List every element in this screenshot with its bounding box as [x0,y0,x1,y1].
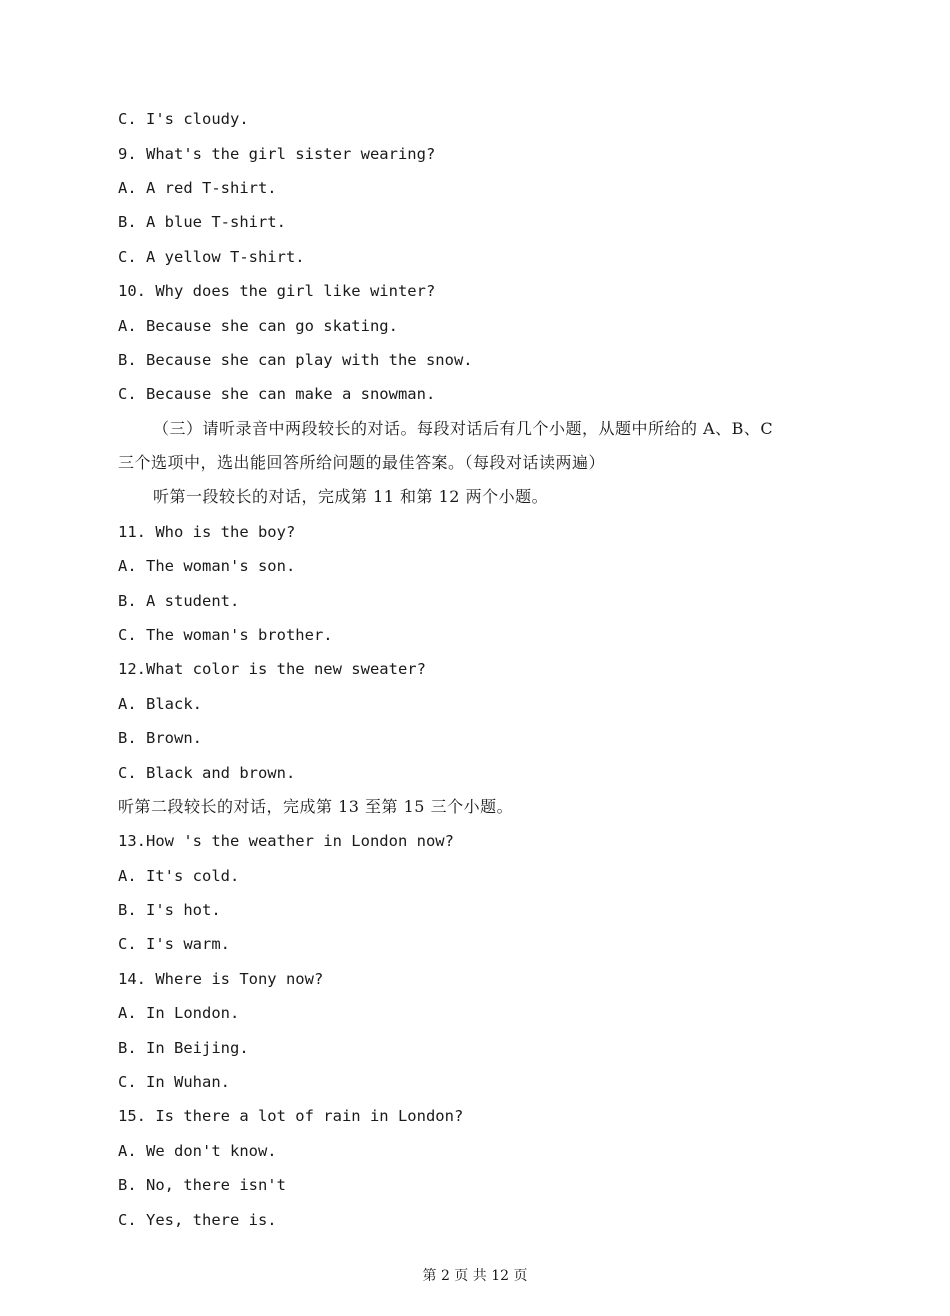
question-14: 14. Where is Tony now? [118,970,324,988]
option-11b: B. A student. [118,592,240,610]
option-10a: A. Because she can go skating. [118,317,398,335]
option-13a: A. It's cold. [118,867,240,885]
option-9b: B. A blue T-shirt. [118,213,286,231]
dialogue-2-instruction: 听第二段较长的对话，完成第 13 至第 15 三个小题。 [118,797,514,816]
page-footer: 第 2 页 共 12 页 [422,1268,528,1284]
option-12c: C. Black and brown. [118,764,296,782]
question-15: 15. Is there a lot of rain in London? [118,1107,464,1125]
option-14a: A. In London. [118,1004,240,1022]
option-10b: B. Because she can play with the snow. [118,351,473,369]
option-15b: B. No, there isn't [118,1176,286,1194]
option-9c: C. A yellow T-shirt. [118,248,305,266]
option-15a: A. We don't know. [118,1142,277,1160]
question-13: 13.How 's the weather in London now? [118,832,454,850]
option-12a: A. Black. [118,695,202,713]
option-10c: C. Because she can make a snowman. [118,385,436,403]
option-9a: A. A red T-shirt. [118,179,277,197]
option-13b: B. I's hot. [118,901,221,919]
option-14c: C. In Wuhan. [118,1073,230,1091]
option-13c: C. I's warm. [118,935,230,953]
option-12b: B. Brown. [118,729,202,747]
section-3-instruction-cont: 三个选项中，选出能回答所给问题的最佳答案。（每段对话读两遍） [118,453,606,472]
dialogue-1-instruction: 听第一段较长的对话，完成第 11 和第 12 两个小题。 [153,487,549,506]
option-11c: C. The woman's brother. [118,626,333,644]
option-15c: C. Yes, there is. [118,1211,277,1229]
option-11a: A. The woman's son. [118,557,296,575]
option-8c: C. I's cloudy. [118,110,249,128]
option-14b: B. In Beijing. [118,1039,249,1057]
question-11: 11. Who is the boy? [118,523,296,541]
question-12: 12.What color is the new sweater? [118,660,426,678]
question-10: 10. Why does the girl like winter? [118,282,436,300]
question-9: 9. What's the girl sister wearing? [118,145,436,163]
section-3-instruction: （三）请听录音中两段较长的对话。每段对话后有几个小题，从题中所给的 A、B、C [153,419,774,438]
